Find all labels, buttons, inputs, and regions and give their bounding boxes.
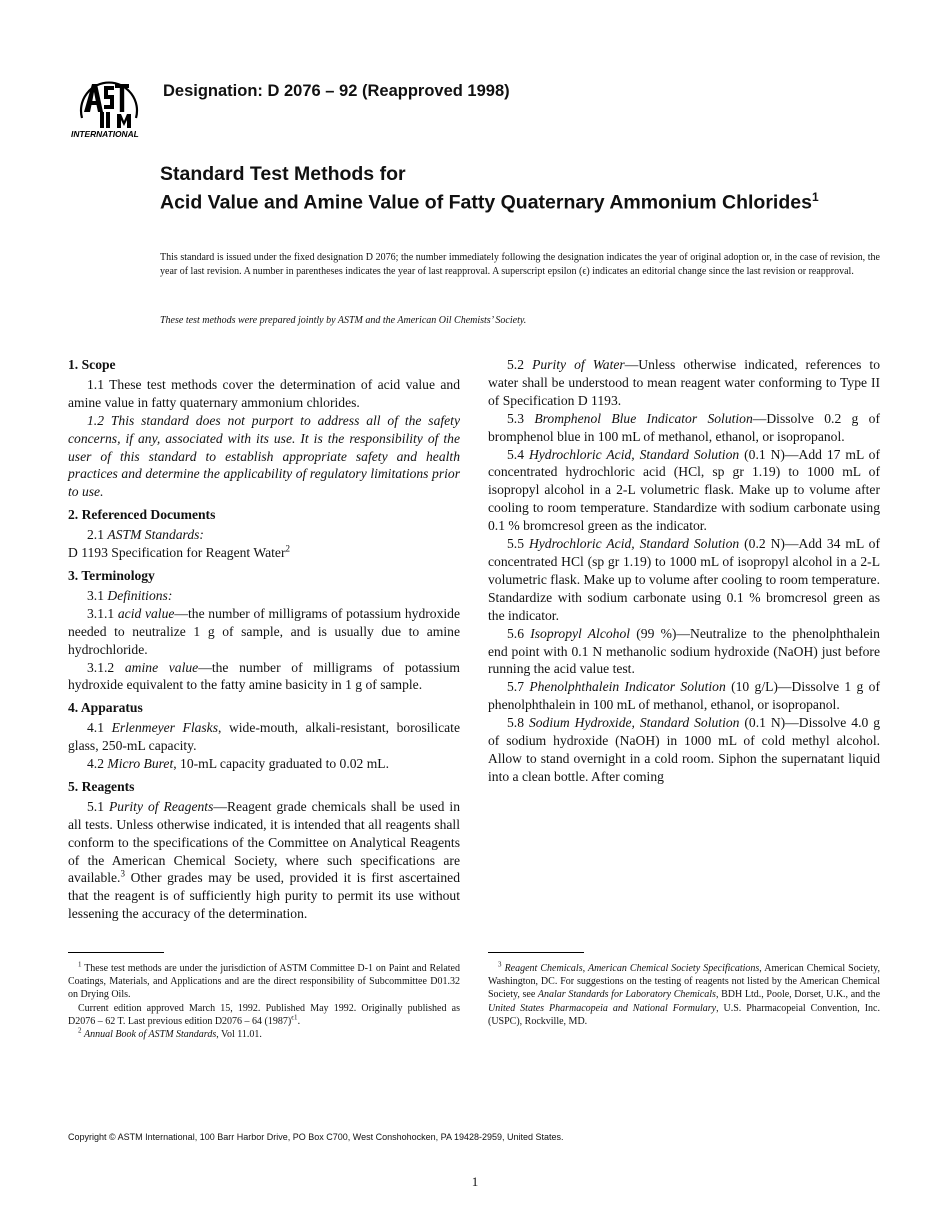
- paragraph-5-4: 5.4 Hydrochloric Acid, Standard Solution (0.1 N)—Add 17 mL of concentrated hydrochloric acid (HCl, sp gr 1.19) to 1000 mL of isopropyl alcohol in a 2-L volumetric flask. Make up to volume after cooling to room temperature. Standardize with sodium carbonate using 0.1 % bromcresol green as the indicator.: [488, 446, 881, 534]
- section-heading-reagents: 5. Reagents: [68, 778, 135, 794]
- paragraph-3-1-1: 3.1.1 acid value—the number of milligrams of potassium hydroxide needed to neutralize 1 g of sample, and is usually due to amine hydrochloride.: [68, 605, 460, 657]
- paragraph-2-1: 2.1 ASTM Standards:: [87, 527, 204, 543]
- issue-note: This standard is issued under the fixed designation D 2076; the number immediately following the designation indicates the year of original adoption or, in the case of revision, the year of last revision. A number in parentheses indicates the year of last reapproval. A superscript epsilon (ϵ) indicates an editorial change since the last revision or reapproval.: [160, 252, 880, 277]
- right-column: [488, 356, 880, 786]
- paragraph-5-3: 5.3 Bromphenol Blue Indicator Solution—Dissolve 0.2 g of bromphenol blue in 100 mL of methanol, ethanol, or isopropanol.: [488, 410, 880, 444]
- title-line-2: Acid Value and Amine Value of Fatty Quaternary Ammonium Chlorides$^1$: [160, 189, 819, 213]
- copyright-notice: Copyright © ASTM International, 100 Barr Harbor Drive, PO Box C700, West Conshohocken, PA 19428-2959, United States.: [68, 1132, 564, 1142]
- footnote-1-edition: Current edition approved March 15, 1992. Published May 1992. Originally published as D2076 – 62 T. Last previous edition D2076 – 64 $(1987)^{\epsilon 1}$.: [68, 1002, 460, 1027]
- paragraph-3-1: 3.1 Definitions:: [87, 587, 173, 603]
- left-column: [68, 356, 460, 923]
- paragraph-3-1-2: 3.1.2 amine value—the number of milligrams of potassium hydroxide equivalent to the fatty amine basicity in 1 g of sample.: [68, 659, 461, 693]
- section-heading-apparatus: 4. Apparatus: [68, 700, 143, 716]
- designation: Designation: D 2076 – 92 (Reapproved 1998): [163, 82, 510, 100]
- paragraph-5-8: 5.8 Sodium Hydroxide, Standard Solution (0.1 N)—Dissolve 4.0 g of sodium hydroxide (NaOH) in 1000 mL of cold methyl alcohol. Allow to stand overnight in a cold room. Siphon the supernatant liquid into a clean bottle. After coming: [488, 715, 880, 784]
- footnotes-right: [488, 962, 880, 1028]
- paragraph-5-2: 5.2 Purity of Water—Unless otherwise indicated, references to water shall be understood to mean reagent water conforming to Type II of Specification D 1193.: [488, 357, 880, 408]
- footnote-1: $^1$ These test methods are under the jurisdiction of ASTM Committee D-1 on Paint and Related Coatings, Materials, and Applications and are the direct responsibility of Subcommittee D01.32 on Drying Oils.: [68, 960, 460, 1001]
- document-title: [160, 163, 860, 214]
- footnotes-left: [68, 962, 460, 1041]
- section-heading-referenced-documents: 2. Referenced Documents: [68, 507, 216, 523]
- footnote-3: $^3$ Reagent Chemicals, American Chemical Society Specifications, American Chemical Society, Washington, DC. For suggestions on the testing of reagents not listed by the American Chemical Society, see Analar Standards for Laboratory Chemicals, BDH Ltd., Poole, Dorset, U.K., and the United States Pharmacopeia and National Formulary, U.S. Pharmacopeial Convention, Inc. (USPC), Rockville, MD.: [488, 960, 881, 1027]
- paragraph-4-2: 4.2 Micro Buret, 10-mL capacity graduated to 0.02 mL.: [87, 756, 390, 772]
- paragraph-1-1: 1.1 These test methods cover the determination of acid value and amine value in fatty quaternary ammonium chlorides.: [68, 376, 460, 410]
- page-number: 1: [471, 1174, 479, 1189]
- section-heading-terminology: 3. Terminology: [68, 567, 155, 583]
- reference-d1193: D 1193 Specification for Reagent Water$^2$: [68, 543, 290, 561]
- astm-logo: [70, 68, 150, 140]
- footnote-rule-left: [68, 952, 164, 953]
- paragraph-1-2: 1.2 This standard does not purport to address all of the safety concerns, if any, associated with its use. It is the responsibility of the user of this standard to establish appropriate safety and health practices and determine the applicability of regulatory limitations prior to use.: [68, 412, 460, 500]
- title-line-1: Standard Test Methods for: [160, 163, 406, 185]
- paragraph-5-1: 5.1 Purity of Reagents—Reagent grade chemicals shall be used in all tests. Unless otherwise indicated, it is intended that all reagents shall conform to the specifications of the Committee on Analytical Reagents of the American Chemical Society, where such specifications are available.$^3$ Other grades may be used, provided it is first ascertained that the reagent is of sufficiently high purity to permit its use without lessening the accuracy of the determination.: [68, 798, 460, 922]
- footnote-2: $^2$ Annual Book of ASTM Standards, Vol 11.01.: [78, 1026, 262, 1041]
- title-footnote-ref: 1: [811, 189, 819, 204]
- footnote-rule-right: [488, 952, 584, 953]
- svg-text:INTERNATIONAL: INTERNATIONAL: [71, 129, 139, 139]
- paragraph-5-6: 5.6 Isopropyl Alcohol (99 %)—Neutralize to the phenolphthalein end point with 0.1 N methanolic sodium hydroxide (NaOH) just before running the acid value test.: [488, 625, 880, 677]
- section-heading-scope: 1. Scope: [68, 357, 116, 372]
- paragraph-4-1: 4.1 Erlenmeyer Flasks, wide-mouth, alkali-resistant, borosilicate glass, 250-mL capacity.: [68, 720, 460, 754]
- paragraph-5-5: 5.5 Hydrochloric Acid, Standard Solution (0.2 N)—Add 34 mL of concentrated HCl (sp gr 1.19) to 1000 mL of isopropyl alcohol in a 2-L volumetric flask. Make up to volume after cooling to room temperature. Standardize with sodium carbonate using 0.1 % bromcresol green as the indicator.: [488, 536, 881, 623]
- astm-logo-icon: [70, 68, 150, 140]
- prepared-note: These test methods were prepared jointly by ASTM and the American Oil Chemists’ Society.: [160, 315, 527, 326]
- paragraph-5-7: 5.7 Phenolphthalein Indicator Solution (10 g/L)—Dissolve 1 g of phenolphthalein in 100 mL of methanol, ethanol, or isopropanol.: [488, 679, 880, 713]
